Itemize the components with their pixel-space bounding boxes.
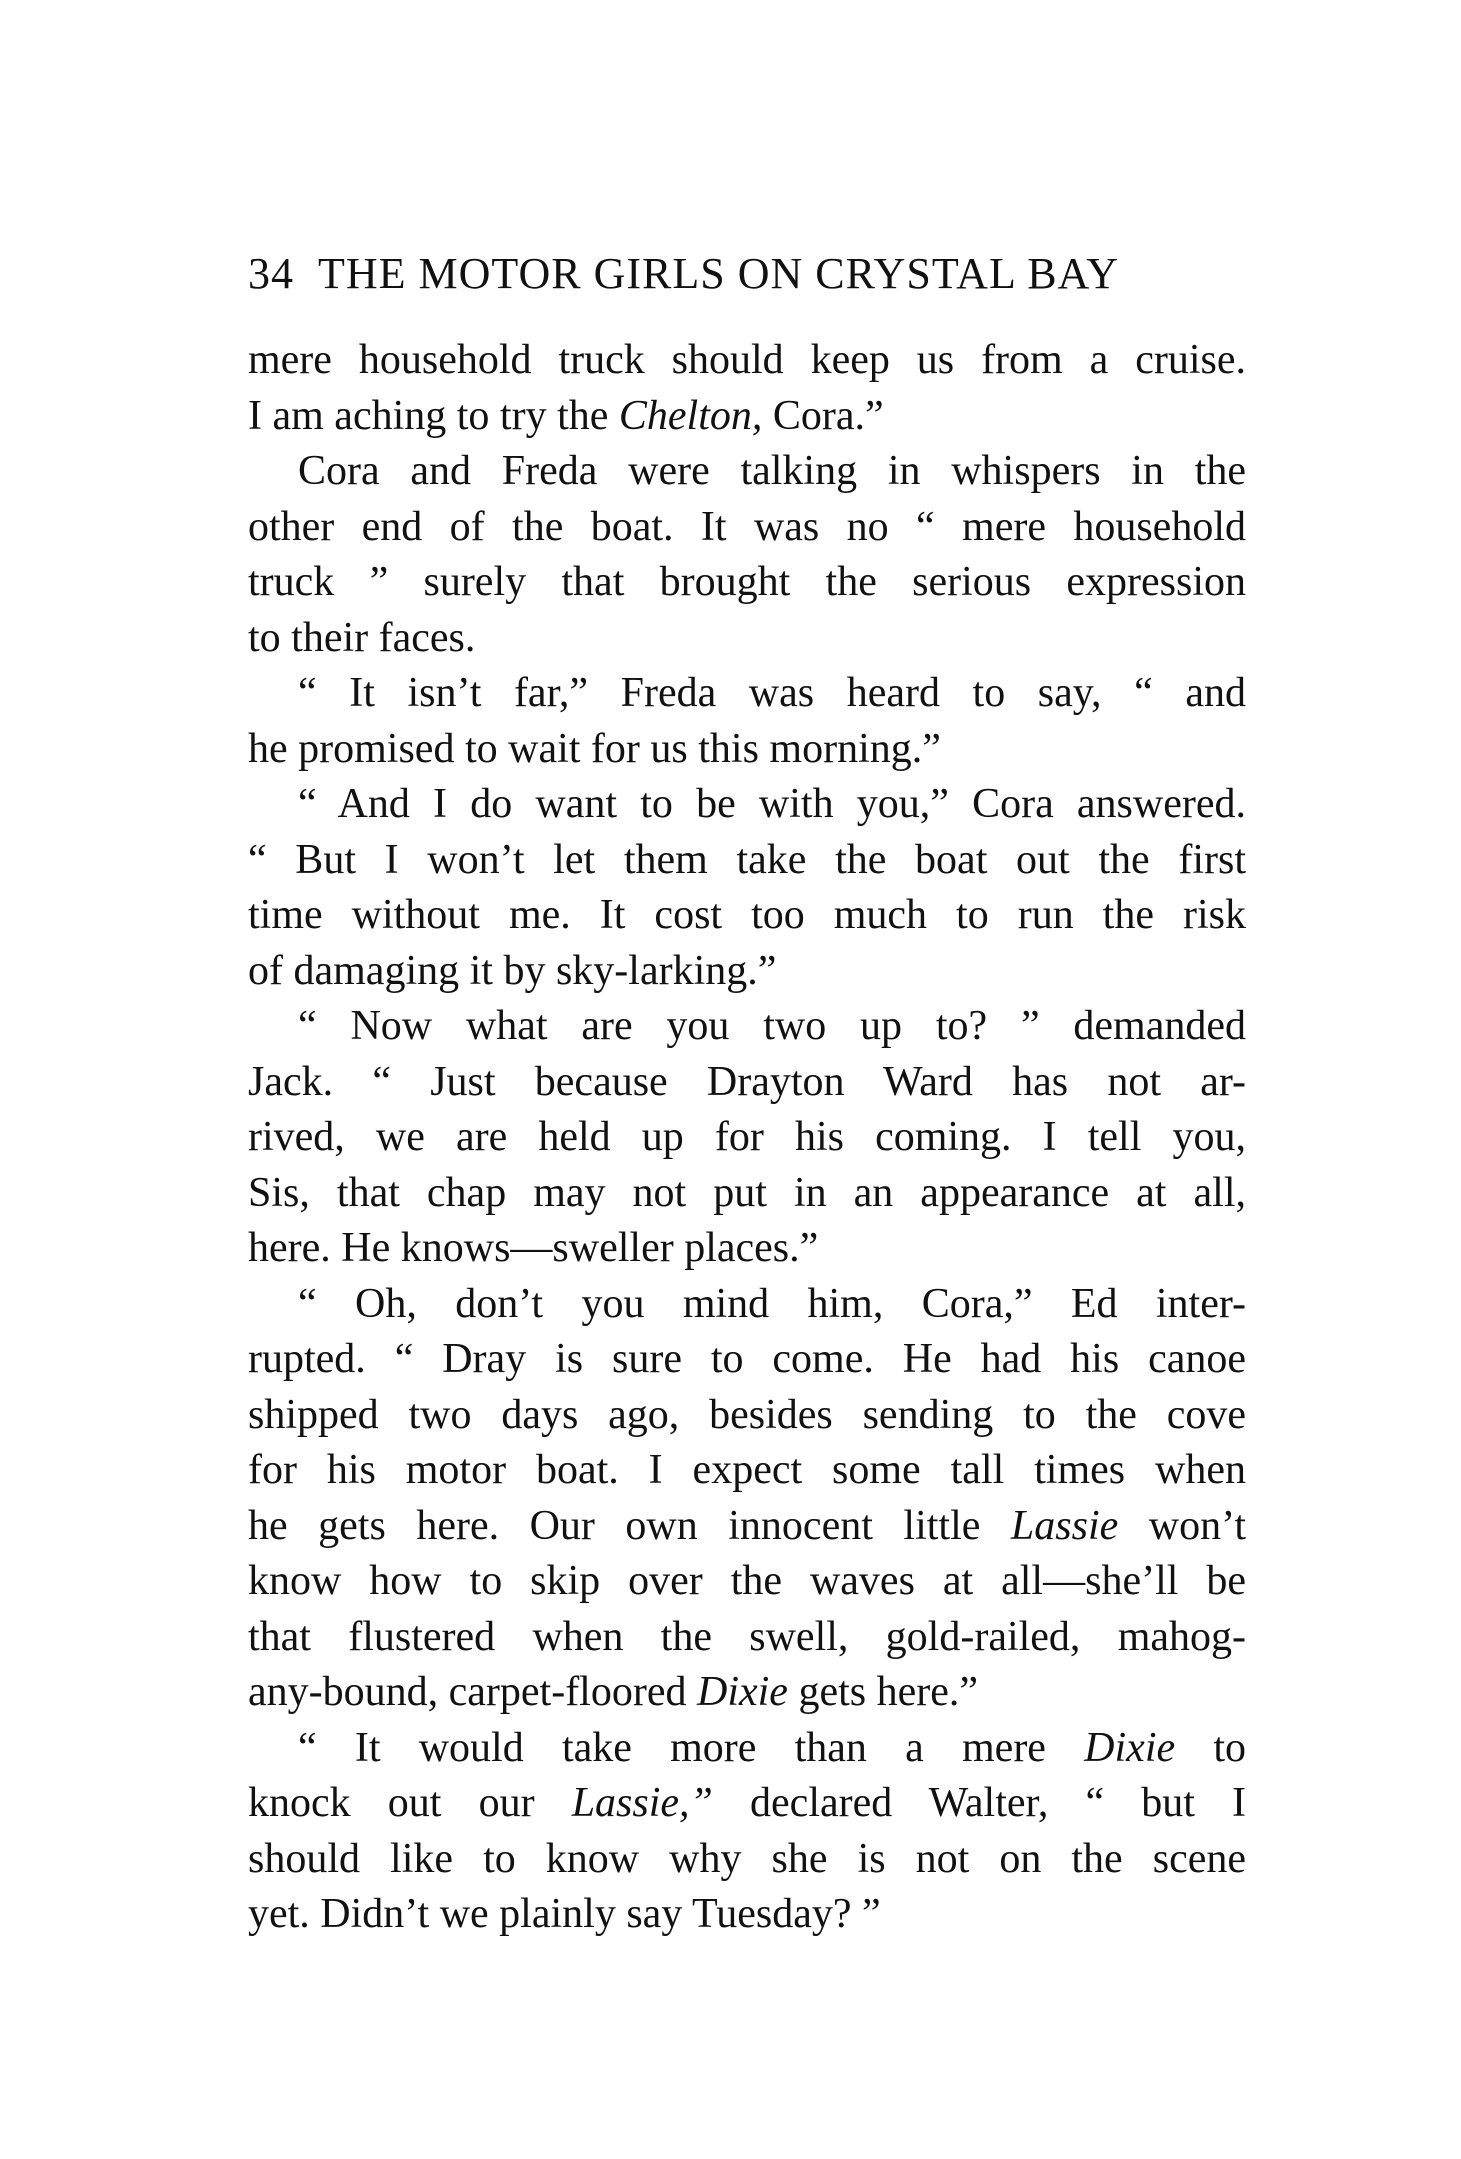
text-segment: won’t: [1118, 1502, 1246, 1549]
text-line: [248, 1332, 1246, 1388]
text-segment: should like to know why she is not on the scene: [248, 1835, 1246, 1882]
text-line: [248, 333, 1246, 389]
text-segment: gets here.”: [787, 1669, 979, 1715]
text-segment: know how to skip over the waves at all—she’ll be: [248, 1558, 1246, 1604]
text-line: [248, 1055, 1246, 1111]
running-header: [248, 248, 1248, 308]
text-line: [248, 666, 1246, 722]
text-segment: that flustered when the swell, gold-railed, mahog-: [248, 1613, 1246, 1660]
text-line: [248, 1110, 1246, 1166]
text-line: [248, 1277, 1246, 1333]
page-number: 34: [248, 249, 294, 298]
text-line: [248, 1721, 1246, 1777]
text-line: [248, 1221, 1246, 1277]
text-line: [248, 1776, 1246, 1832]
italic-text: Dixie: [1084, 1724, 1176, 1771]
text-segment: I am aching to try the: [248, 392, 619, 439]
text-line: [248, 999, 1246, 1055]
text-segment: to their faces.: [248, 614, 476, 661]
text-line: [248, 1832, 1246, 1888]
italic-text: Lassie: [1010, 1502, 1119, 1549]
text-line: [248, 1665, 1246, 1721]
text-line: [248, 1388, 1246, 1444]
text-segment: Cora.”: [762, 392, 884, 439]
text-segment: rived, we are held up for his coming. I tell you,: [248, 1114, 1246, 1160]
text-line: [248, 777, 1246, 833]
text-segment: “ It would take more than a mere: [298, 1724, 1085, 1771]
text-segment: to: [1175, 1724, 1247, 1771]
text-line: [248, 500, 1246, 556]
text-segment: “ It isn’t far,” Freda was heard to say, “ and: [298, 670, 1246, 716]
text-segment: “ And I do want to be with you,” Cora answered.: [298, 781, 1246, 827]
text-segment: “ But I won’t let them take the boat out the first: [248, 836, 1246, 883]
text-line: [248, 944, 1246, 1000]
text-segment: he gets here. Our own innocent little: [248, 1502, 1011, 1549]
text-segment: “ Oh, don’t you mind him, Cora,” Ed inter-: [298, 1280, 1246, 1327]
text-line: [248, 389, 1246, 445]
text-segment: declared Walter, “ but I: [712, 1780, 1247, 1826]
text-segment: other end of the boat. It was no “ mere household: [248, 503, 1246, 550]
text-line: [248, 833, 1246, 889]
text-line: [248, 888, 1246, 944]
text-segment: shipped two days ago, besides sending to the cove: [248, 1391, 1246, 1438]
text-line: [248, 722, 1246, 778]
text-line: [248, 555, 1246, 611]
text-line: [248, 1443, 1246, 1499]
text-segment: mere household truck should keep us from a cruise.: [248, 337, 1246, 383]
text-segment: time without me. It cost too much to run the risk: [248, 892, 1246, 938]
text-segment: yet. Didn’t we plainly say Tuesday? ”: [248, 1891, 881, 1937]
text-segment: Jack. “ Just because Drayton Ward has not ar-: [248, 1058, 1246, 1105]
body-text: [248, 333, 1246, 1943]
text-line: [248, 1499, 1246, 1555]
text-segment: rupted. “ Dray is sure to come. He had his canoe: [248, 1336, 1246, 1382]
text-segment: Cora and Freda were talking in whispers in the: [298, 448, 1246, 494]
text-segment: here. He knows—sweller places.”: [248, 1225, 819, 1271]
text-segment: for his motor boat. I expect some tall times when: [248, 1447, 1246, 1493]
text-line: [248, 1166, 1246, 1222]
text-line: [248, 1610, 1246, 1666]
text-line: [248, 1554, 1246, 1610]
text-segment: truck ” surely that brought the serious expression: [248, 559, 1246, 605]
text-segment: knock out our: [248, 1780, 572, 1826]
text-line: [248, 611, 1246, 667]
text-line: [248, 1887, 1246, 1943]
italic-text: Dixie: [696, 1669, 788, 1715]
text-line: [248, 444, 1246, 500]
text-segment: any-bound, carpet-floored: [248, 1669, 697, 1715]
running-title: THE MOTOR GIRLS ON CRYSTAL BAY: [318, 249, 1120, 298]
text-segment: “ Now what are you two up to? ” demanded: [298, 1003, 1246, 1049]
text-segment: he promised to wait for us this morning.”: [248, 725, 941, 772]
text-segment: of damaging it by sky-larking.”: [248, 947, 777, 994]
italic-text: Lassie,”: [571, 1780, 713, 1826]
italic-text: Chelton,: [618, 392, 763, 439]
text-segment: Sis, that chap may not put in an appearance at all,: [248, 1169, 1246, 1216]
